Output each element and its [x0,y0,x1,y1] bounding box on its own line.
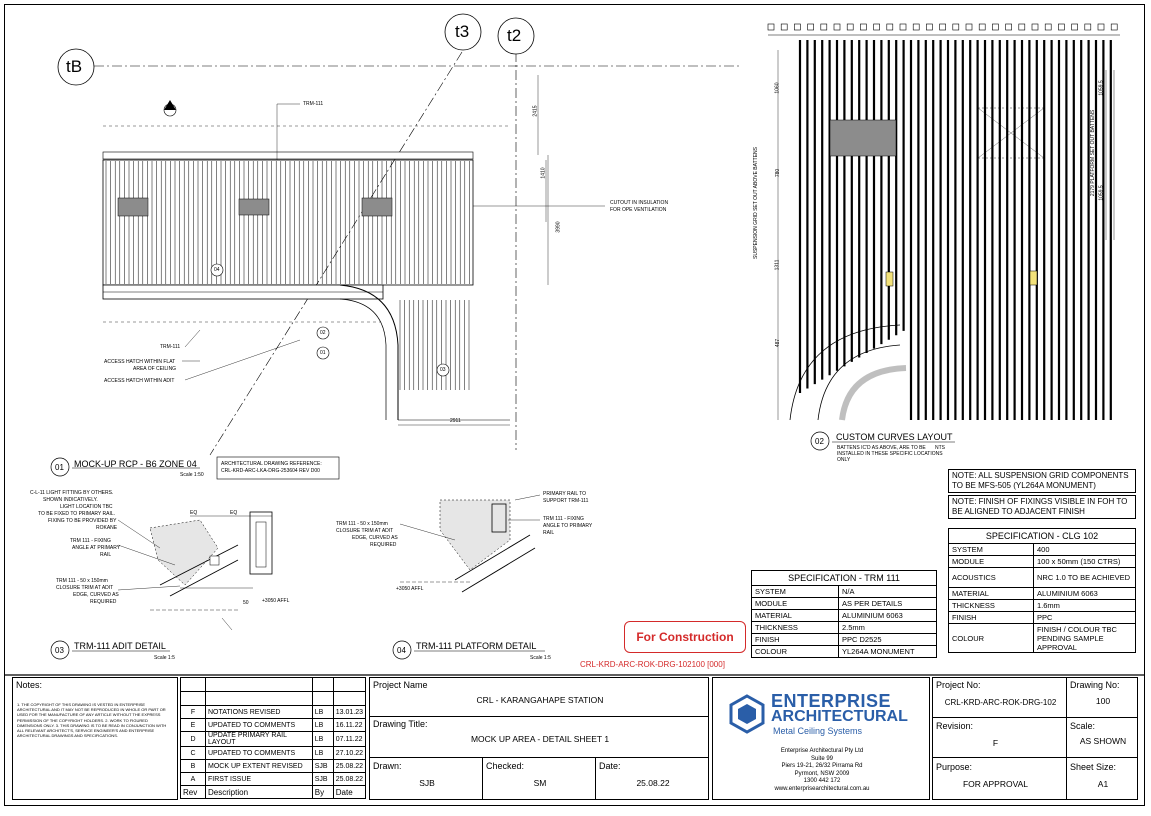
drawing-no-value: 100 [1095,696,1111,706]
spec-trm-key: MODULE [752,598,839,610]
purpose-value: FOR APPROVAL [962,779,1029,789]
sheet-size-box [1066,757,1138,800]
tag-04: 04 [214,267,220,273]
v4-note-2: SUPPORT TRM-111 [543,498,589,504]
company-phone: 1300 442 172 [803,778,841,784]
view-02-side-label: SUSPENSION GRID SET OUT ABOVE BATTENS [752,147,759,259]
view-02-right-label: 2179 PLATFORM SET OUT BATTENS [1090,109,1097,197]
note-fixings-2: BE ALIGNED TO ADJACENT FINISH [952,507,1085,516]
v3-primary-rail [250,512,272,574]
sheet-size-label: Sheet Size: [1070,762,1117,772]
grid-label-t3: t3 [455,22,470,41]
date-label: Date: [599,761,621,771]
spec-trm-val: N/A [839,586,937,598]
spec-trm-key: FINISH [752,634,839,646]
rev-by: LB [312,706,333,719]
v3-note-4: TO BE FIXED TO PRIMARY RAIL. [38,511,116,517]
v4-note-8: EDGE, CURVED AS [352,535,398,541]
revision-row [181,706,366,719]
view-02-nts: NTS [935,445,945,451]
v3-dim-50: 50 [243,600,249,606]
checked-label: Checked: [486,761,525,771]
v3-note-7: TRM 111 - FIXING [70,538,111,544]
drawn-box [369,757,483,800]
v2-hanger [794,24,800,30]
spec-trm-key: SYSTEM [752,586,839,598]
rev-description: NOTATIONS REVISED [206,706,313,719]
revision-box [932,717,1067,758]
v3-note-9: RAIL [100,552,112,558]
scale-label: Scale: [1070,721,1096,731]
rev-by: LB [312,747,333,760]
note-fixings-finish [948,495,1136,519]
tag-03: 03 [440,367,446,373]
view-02-note-1: BATTENS IC'D AS ABOVE, ARE TO BE [837,445,926,451]
view-04-title: TRM-111 PLATFORM DETAIL [416,641,537,651]
v4-note-6: TRM 111 - 50 x 150mm [336,521,388,527]
rev-code: E [181,719,206,732]
v2-hanger [1006,24,1012,30]
dim-2911: 2911 [450,418,461,424]
v2-dim-1060: 1060 [774,82,781,94]
v2-hanger [847,24,853,30]
v3-note-5: FIXING TO BE PROVIDED BY [48,518,117,524]
view-01-ref-1: ARCHITECTURAL DRAWING REFERENCE: [221,461,322,467]
rev-date: 16.11.22 [333,719,365,732]
checked-value: SM [533,778,547,788]
v2-hanger [1085,24,1091,30]
v2-light-fitting [830,120,896,156]
spec-clg-val: ALUMINIUM 6063 [1034,588,1136,600]
company-address [713,748,931,793]
company-web: www.enterprisearchitectural.com.au [774,785,870,792]
v2-hanger [913,24,919,30]
rev-col-date: Date [333,786,365,799]
dim-3990: 3990 [555,221,562,233]
company-name-line2: ARCHITECTURAL [771,708,908,725]
v4-affl: +3050 AFFL [396,586,424,592]
curved-corner-inner [340,299,386,420]
rev-date: 25.08.22 [333,773,365,786]
rev-date: 07.11.22 [333,732,365,747]
view-03-title: TRM-111 ADIT DETAIL [74,641,166,651]
spec-trm-key: COLOUR [752,646,839,658]
v2-hanger [834,24,840,30]
label-access-adit: ACCESS HATCH WITHIN ADIT [104,378,175,384]
v2-dim-1311: 1311 [774,259,781,271]
spec-clg-key: MODULE [949,556,1034,568]
project-name-value: CRL - KARANGAHAPE STATION [476,695,604,705]
rev-code: C [181,747,206,760]
rev-date: 25.08.22 [333,760,365,773]
view-02-num: 02 [815,437,824,446]
v2-hanger [966,24,972,30]
purpose-label: Purpose: [936,762,973,772]
revision-row [181,760,366,773]
v2-hanger [926,24,932,30]
v2-hanger [992,24,998,30]
section-tag-03 [317,327,449,376]
view-01-scale: Scale 1:50 [180,472,204,478]
spec-clg-val: 100 x 50mm (150 CTRS) [1034,556,1136,568]
view-01-title: MOCK-UP RCP - B6 ZONE 04 [74,459,197,469]
spec-clg-val: NRC 1.0 TO BE ACHIEVED [1034,568,1136,588]
v3-note-10: TRM 111 - 50 x 150mm [56,578,108,584]
spec-trm-val: PPC D2525 [839,634,937,646]
rev-description: FIRST ISSUE [206,773,313,786]
drawing-no-label: Drawing No: [1070,680,1120,690]
revision-row [181,732,366,747]
spec-clg-key: FINISH [949,612,1034,624]
sheet-size-value: A1 [1097,779,1109,789]
spec-clg-val: FINISH / COLOUR TBC PENDING SAMPLE APPROVAL [1034,624,1136,653]
v2-hanger [768,24,774,30]
v2-hanger [979,24,985,30]
revision-row [181,773,366,786]
note-fixings-1: NOTE: FINISH OF FIXINGS VISIBLE IN FOH TO [952,497,1128,506]
v2-hanger [1098,24,1104,30]
drawn-value: SJB [419,778,435,788]
notes-box [12,677,178,800]
view-03-scale: Scale 1:5 [154,655,175,661]
v3-eq-2: EQ [230,510,238,516]
stamp-drawing-ref: CRL-KRD-ARC-ROK-DRG-102100 [000] [580,660,725,669]
v2-hanger [1045,24,1051,30]
label-access-flat-2: AREA OF CEILING [133,366,177,372]
spec-trm-key: THICKNESS [752,622,839,634]
v3-note-13: REQUIRED [90,599,117,605]
rev-col-by: By [312,786,333,799]
company-name-line1: ENTERPRISE [771,691,892,711]
spec-clg-val: 400 [1034,544,1136,556]
light-fitting-3 [362,198,392,216]
note-suspension-1: NOTE: ALL SUSPENSION GRID COMPONENTS [952,471,1129,480]
rev-description: UPDATE PRIMARY RAIL LAYOUT [206,732,313,747]
rev-code: F [181,706,206,719]
rev-date: 27.10.22 [333,747,365,760]
company-addr-2: Piers 19-21, 26/32 Pirrama Rd [781,763,863,769]
spec-trm-val: AS PER DETAILS [839,598,937,610]
rev-description: UPDATED TO COMMENTS [206,747,313,760]
v4-note-1: PRIMARY RAIL TO [543,491,587,497]
spec-clg-val: PPC [1034,612,1136,624]
notes-text: 1. THE COPYRIGHT OF THIS DRAWING IS VESTED IN ENTERPRISE ARCHITECTURAL AND IT MAY NOT BE REPRODUCED IN WHOLE OR PART OR USED FOR THE MANUFACTURE OF ANY ARTICLE WITHOUT THE EXPRESS PERMISSION OF THE COPYRIGHT HOLDERS. 2. WORK TO FIGURED DIMENSIONS ONLY. 3. THIS DRAWING IS TO BE READ IN CONJUNCTION WITH ALL RELEVANT ARCHITECT'S, SERVICE ENGINEER'S AND ENTERPRISE ARCHITECTURAL DRAWINGS AND SPECIFICATIONS. [17,702,167,739]
v2-hanger [1058,24,1064,30]
v3-note-8: ANGLE AT PRIMARY [72,545,121,551]
v4-note-4: ANGLE TO PRIMARY [543,523,593,529]
v2-dim-1059: 1059.5 [1098,80,1105,96]
label-trm111-left: TRM-111 [160,344,181,350]
company-addr-3: Pyrmont, NSW 2009 [794,770,850,777]
purpose-box [932,757,1067,800]
v3-affl: +3050 AFFL [262,598,290,604]
v4-hatch-area [440,500,510,570]
spec-clg-val: 1.6mm [1034,600,1136,612]
note-suspension-grid [948,469,1136,493]
view-02-note-3: ONLY [837,457,851,463]
project-no-label: Project No: [936,680,981,690]
v2-hanger [808,24,814,30]
batten-field [106,161,469,284]
label-cutout-1: CUTOUT IN INSULATION [610,200,669,206]
v2-dim-780: 780 [775,168,782,178]
for-construction-stamp: For Construction [624,621,746,653]
note-suspension-2: TO BE MFS-505 (YL264A MONUMENT) [952,481,1096,490]
v2-hanger [953,24,959,30]
company-legal-name: Enterprise Architectural Pty Ltd [780,748,864,754]
rev-code: D [181,732,206,747]
v4-note-7: CLOSURE TRIM AT ADIT [336,528,394,534]
spec-clg-key: ACOUSTICS [949,568,1034,588]
notes-label: Notes: [16,680,43,690]
rev-col-rev: Rev [181,786,206,799]
v2-hanger [1019,24,1025,30]
drawn-label: Drawn: [373,761,402,771]
dim-1410: 1410 [540,167,547,179]
v3-note-1: C-L-11 LIGHT FITTING BY OTHERS. [30,490,114,496]
ceiling-zone-outline [103,160,473,285]
view-04-scale: Scale 1:5 [530,655,551,661]
v4-note-5: RAIL [543,530,555,536]
company-block [712,677,930,800]
spec-trm-title: SPECIFICATION - TRM 111 [752,571,937,586]
scale-value: AS SHOWN [1079,736,1127,746]
revision-row [181,719,366,732]
v4-note-9: REQUIRED [370,542,397,548]
spec-table-trm111 [751,570,937,658]
rev-col-desc: Description [206,786,313,799]
project-name-box [369,677,709,717]
rev-date: 13.01.23 [333,706,365,719]
v3-note-6: ROKANE [96,525,118,531]
rev-description: UPDATED TO COMMENTS [206,719,313,732]
revision-table [180,677,366,799]
v3-note-11: CLOSURE TRIM AT ADIT [56,585,114,591]
rev-code: A [181,773,206,786]
spec-clg-title: SPECIFICATION - CLG 102 [949,529,1136,544]
label-access-flat-1: ACCESS HATCH WITHIN FLAT [104,359,176,365]
v2-fixing-yellow-1 [886,272,893,286]
grid-label-t2: t2 [507,26,522,45]
revision-row [181,747,366,760]
v3-eq-1: EQ [190,510,198,516]
v3-note-12: EDGE, CURVED AS [73,592,119,598]
revision-value: F [992,738,999,748]
v2-hanger [821,24,827,30]
drawing-title-label: Drawing Title: [373,719,428,729]
spec-trm-val: 2.5mm [839,622,937,634]
tag-01: 01 [320,350,326,356]
v2-hanger [1111,24,1117,30]
v2-dim-487: 487 [775,338,782,348]
v2-fixing-yellow-2 [1030,271,1037,285]
project-no-value: CRL-KRD-ARC-ROK-DRG-102 [944,698,1057,707]
v4-note-3: TRM 111 - FIXING [543,516,584,522]
rev-by: SJB [312,773,333,786]
project-name-label: Project Name [373,680,428,690]
spec-trm-val: ALUMINIUM 6063 [839,610,937,622]
tag-02: 02 [320,330,326,336]
scale-box [1066,717,1138,758]
v2-hanger [874,24,880,30]
company-logo-icon [727,694,767,734]
v2-hanger [1072,24,1078,30]
section-tag-02-top [164,100,176,116]
label-cutout-2: FOR OPE VENTILATION [610,207,667,213]
drawing-title-value: MOCK UP AREA - DETAIL SHEET 1 [470,734,610,744]
checked-box [482,757,596,800]
rev-description: MOCK UP EXTENT REVISED [206,760,313,773]
grid-label-tB: tB [66,57,83,76]
spec-clg-key: SYSTEM [949,544,1034,556]
v2-hanger [860,24,866,30]
spec-trm-key: MATERIAL [752,610,839,622]
top-rail [103,152,473,159]
spec-table-clg102 [948,528,1136,653]
spec-clg-key: COLOUR [949,624,1034,653]
view-01-ref-2: CRL-KRD-ARC-LKA-DRG-253604 REV D00 [221,468,320,474]
company-tagline: Metal Ceiling Systems [773,726,863,736]
v2-hanger [887,24,893,30]
rev-code: B [181,760,206,773]
view-04-num: 04 [397,646,406,655]
view-02-title: CUSTOM CURVES LAYOUT [836,432,953,442]
dim-2415: 2415 [532,105,539,117]
v2-hanger [900,24,906,30]
curved-corner-outer [340,285,398,420]
rev-by: LB [312,732,333,747]
spec-trm-val: YL264A MONUMENT [839,646,937,658]
v2-dim-1059b: 1059.5 [1098,185,1105,201]
spec-clg-key: MATERIAL [949,588,1034,600]
view-01-num: 01 [55,463,64,472]
rev-by: SJB [312,760,333,773]
revision-label: Revision: [936,721,974,731]
light-fitting-1 [118,198,148,216]
label-trm111-top: TRM-111 [303,101,324,107]
drawing-no-box [1066,677,1138,718]
v3-note-3: LIGHT LOCATION TBC [60,504,113,510]
view-02-note-2: INSTALLED IN THESE SPECIFIC LOCATIONS [837,451,943,457]
v2-hanger [1032,24,1038,30]
date-box [595,757,709,800]
spec-clg-key: THICKNESS [949,600,1034,612]
v2-hanger [940,24,946,30]
drawing-title-box [369,716,709,758]
project-no-box [932,677,1067,718]
date-value: 25.08.22 [636,778,670,788]
v3-hatch-area [150,520,218,585]
v2-hanger [781,24,787,30]
rev-by: LB [312,719,333,732]
v3-note-2: SHOWN INDICATIVELY. [43,497,98,503]
company-addr-1: Suite 99 [810,755,834,762]
light-fitting-2 [239,199,269,215]
view-03-num: 03 [55,646,64,655]
